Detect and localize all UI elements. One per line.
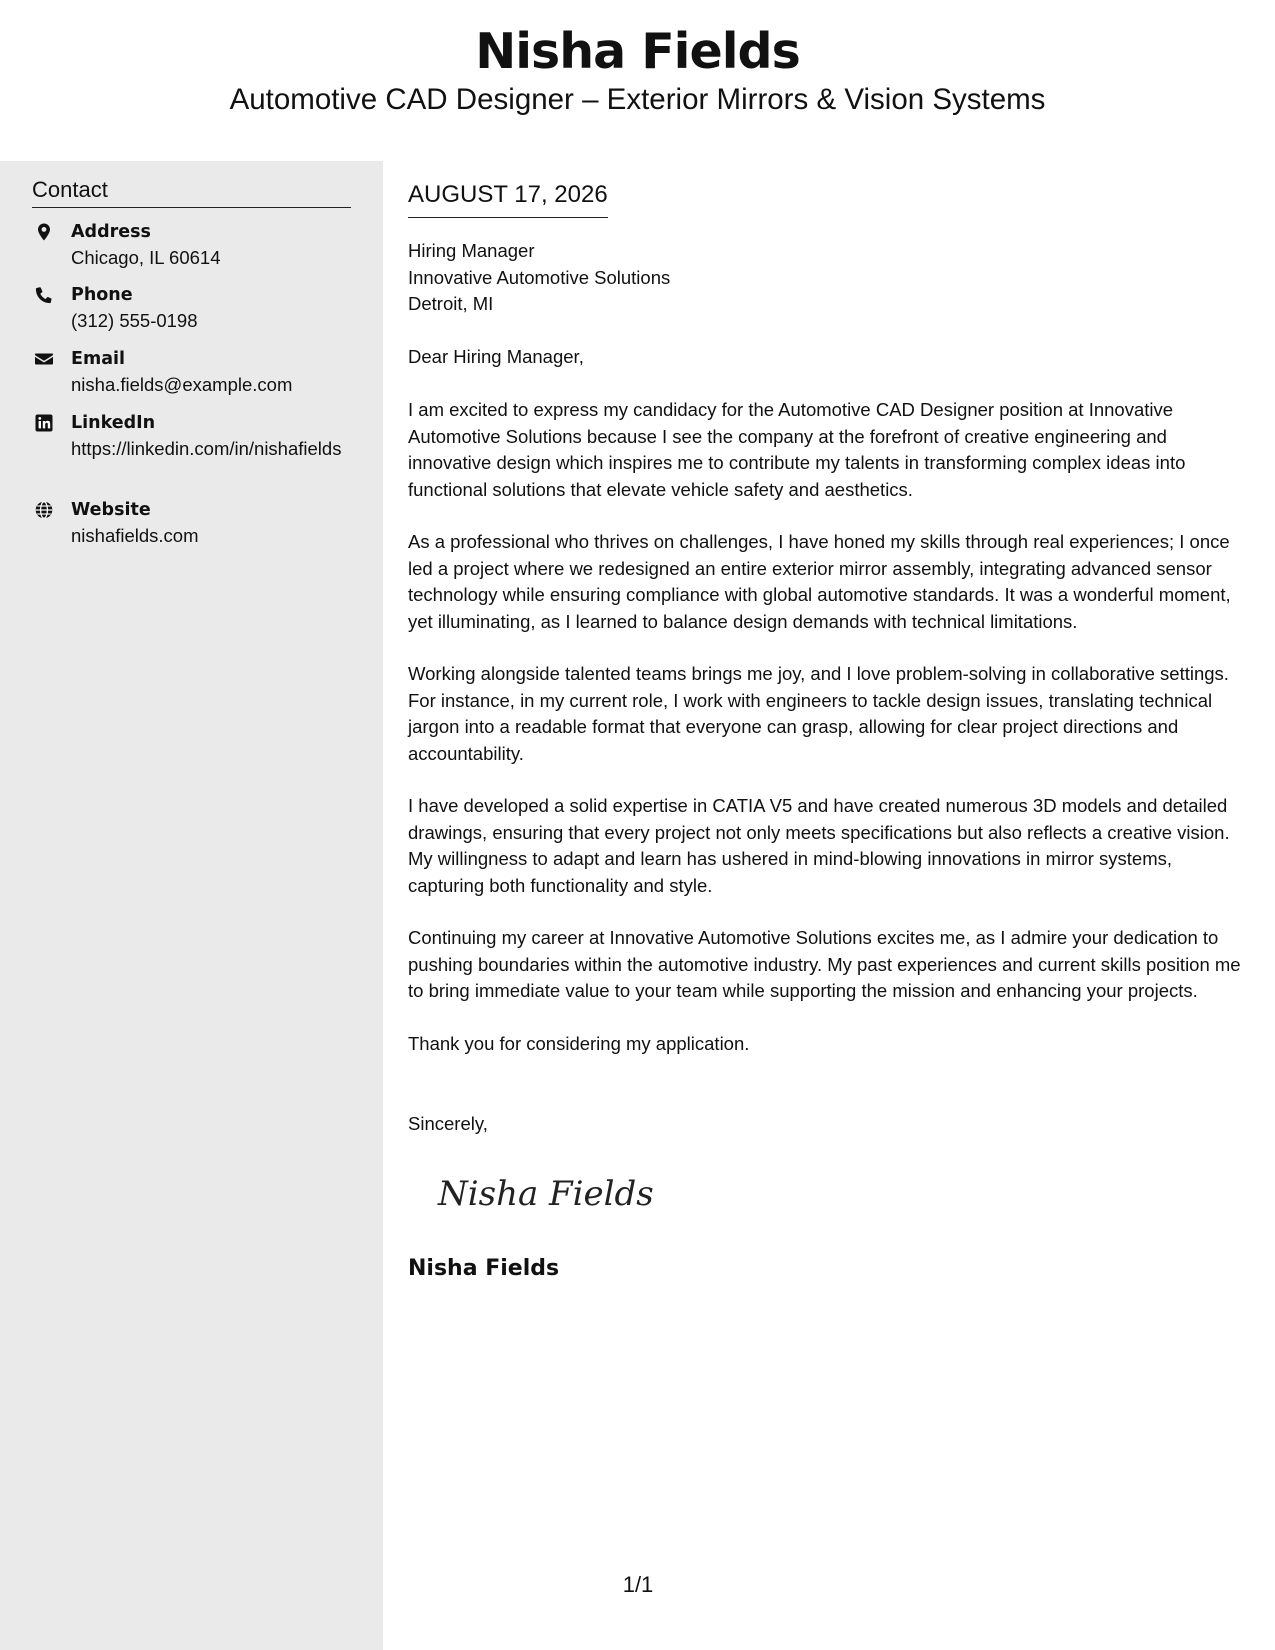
- contact-heading: Contact: [32, 177, 108, 202]
- contact-heading-divider: [32, 207, 351, 208]
- contact-label-phone: Phone: [71, 285, 133, 305]
- linkedin-icon: [34, 413, 54, 433]
- letter-paragraph-1: I am excited to express my candidacy for the Automotive CAD Designer position at Innovative Automotive Solutions because I see the company at the forefront of creative engineering and innovative design which inspires me to contribute my talents in transforming complex ideas into functional solutions that elevate vehicle safety and aesthetics.: [408, 399, 1186, 500]
- recipient-title: Hiring Manager: [408, 240, 535, 261]
- letter-date: AUGUST 17, 2026: [408, 179, 608, 218]
- letter-paragraph-6: Thank you for considering my application.: [408, 1033, 750, 1054]
- recipient-block: [408, 238, 1250, 318]
- job-title: Automotive CAD Designer – Exterior Mirrors & Vision Systems: [229, 83, 1046, 116]
- recipient-location: Detroit, MI: [408, 293, 494, 314]
- svg-text:Nisha Fields: Nisha Fields: [438, 1174, 654, 1214]
- envelope-icon: [34, 349, 54, 369]
- page-number: 1/1: [622, 1572, 654, 1597]
- globe-icon: [34, 500, 54, 520]
- letter-paragraph-5: Continuing my career at Innovative Automotive Solutions excites me, as I admire your dedication to pushing boundaries within the automotive industry. My past experiences and current skills position me to bring immediate value to your team while supporting the mission and enhancing your projects.: [408, 927, 1241, 1001]
- letter-paragraph-3: Working alongside talented teams brings me joy, and I love problem-solving in collaborative settings. For instance, in my current role, I work with engineers to tackle design issues, translating technical jargon into a readable format that everyone can grasp, allowing for clear project directions and accountability.: [408, 663, 1229, 764]
- signer-name: Nisha Fields: [408, 1256, 560, 1281]
- handwritten-signature: [434, 1165, 674, 1217]
- phone-icon: [34, 285, 54, 305]
- map-pin-icon: [34, 222, 54, 242]
- contact-value-address: Chicago, IL 60614: [71, 247, 221, 268]
- salutation: Dear Hiring Manager,: [408, 346, 584, 367]
- contact-label-address: Address: [71, 222, 151, 242]
- letter-closing: Sincerely,: [408, 1113, 488, 1134]
- letter-paragraph-2: As a professional who thrives on challenges, I have honed my skills through real experiences; I once led a project where we redesigned an entire exterior mirror assembly, integrating advanced sensor technology while ensuring compliance with global automotive standards. It was a wonderful moment, yet illuminating, as I learned to balance design demands with technical limitations.: [408, 531, 1231, 632]
- contact-value-linkedin[interactable]: https://linkedin.com/in/nishafields: [71, 438, 342, 459]
- contact-value-website[interactable]: nishafields.com: [71, 525, 199, 546]
- contact-value-phone: (312) 555-0198: [71, 310, 198, 331]
- recipient-company: Innovative Automotive Solutions: [408, 266, 671, 288]
- contact-label-website: Website: [71, 500, 151, 520]
- contact-label-linkedin: LinkedIn: [71, 413, 156, 433]
- applicant-name: Nisha Fields: [475, 23, 800, 80]
- resume-header: [0, 0, 1275, 160]
- contact-value-email: nisha.fields@example.com: [71, 374, 293, 395]
- letter-paragraph-4: I have developed a solid expertise in CATIA V5 and have created numerous 3D models and detailed drawings, ensuring that every project not only meets specifications but also reflects a creative vision. My willingness to adapt and learn has ushered in mind-blowing innovations in mirror systems, capturing both functionality and style.: [408, 795, 1230, 896]
- contact-label-email: Email: [71, 349, 125, 369]
